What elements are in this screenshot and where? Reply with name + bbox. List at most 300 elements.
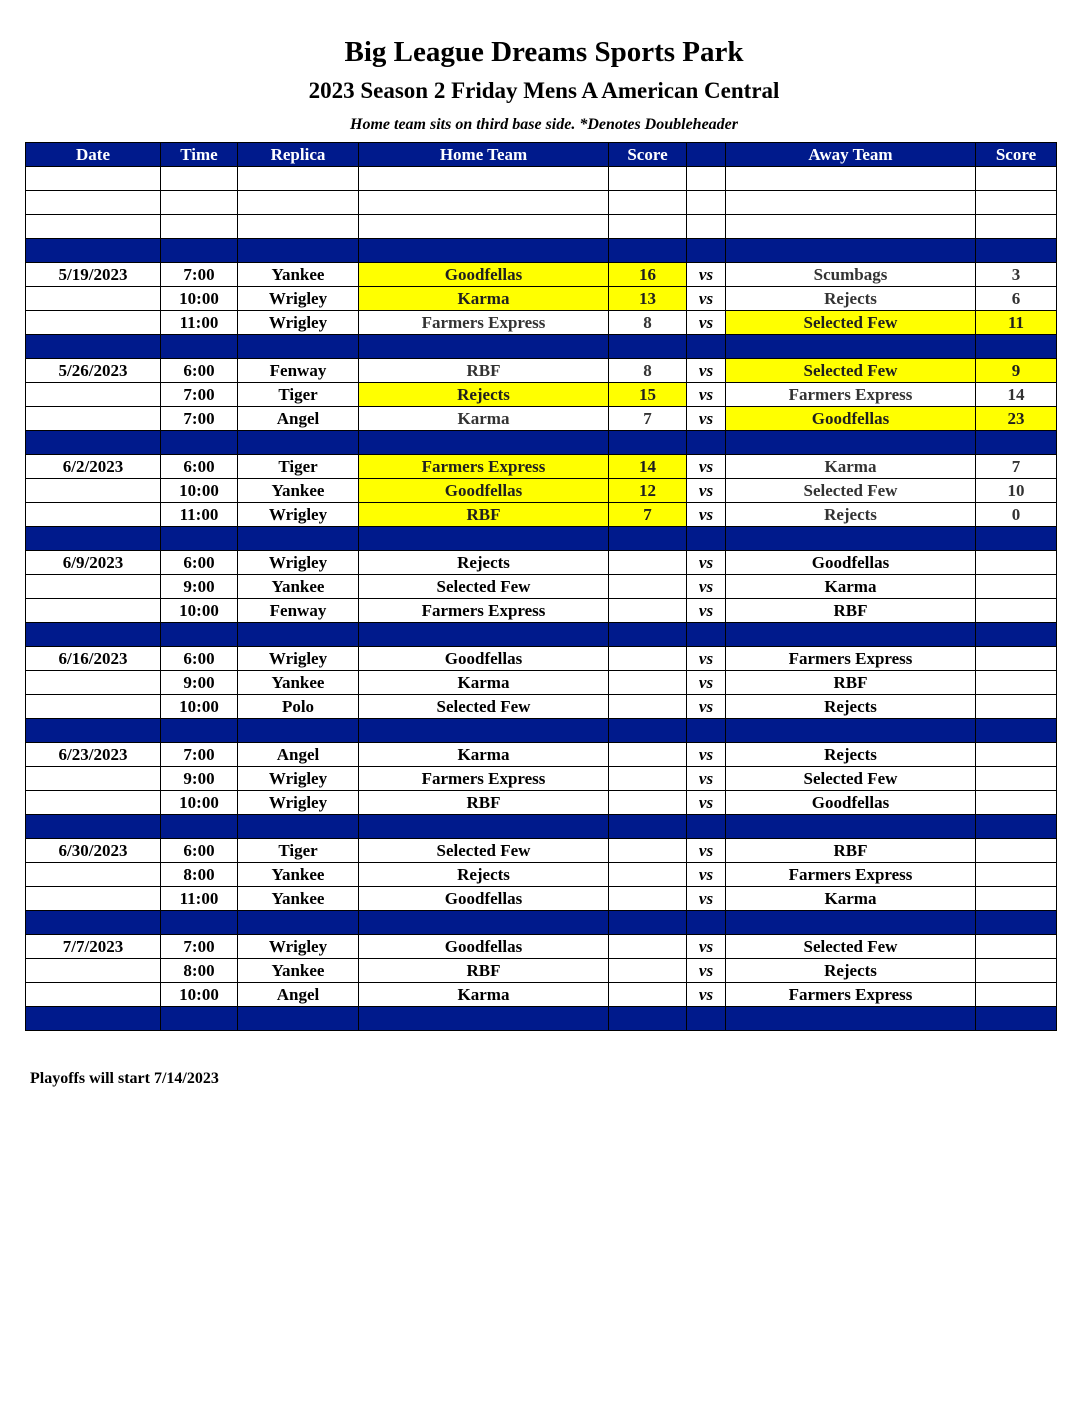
away-score — [976, 695, 1057, 719]
col-header-time: Time — [161, 143, 238, 167]
away-score — [976, 215, 1057, 239]
separator-cell — [609, 431, 687, 455]
separator-cell — [26, 719, 161, 743]
home-team: Rejects — [359, 383, 609, 407]
game-date — [26, 767, 161, 791]
separator-cell — [976, 815, 1057, 839]
week-separator-row — [26, 623, 1057, 647]
away-score — [976, 647, 1057, 671]
away-team: Rejects — [726, 959, 976, 983]
home-team: RBF — [359, 791, 609, 815]
vs-label: vs — [687, 887, 726, 911]
game-time: 9:00 — [161, 671, 238, 695]
field-replica: Yankee — [238, 863, 359, 887]
away-score: 0 — [976, 503, 1057, 527]
separator-cell — [359, 431, 609, 455]
game-date — [26, 503, 161, 527]
away-score — [976, 599, 1057, 623]
away-team: RBF — [726, 671, 976, 695]
field-replica: Fenway — [238, 359, 359, 383]
schedule-body — [26, 167, 1057, 1031]
game-row — [26, 287, 1057, 311]
league-subtitle: 2023 Season 2 Friday Mens A American Central — [308, 78, 780, 103]
separator-cell — [238, 623, 359, 647]
separator-cell — [26, 335, 161, 359]
game-date — [26, 599, 161, 623]
game-time: 6:00 — [161, 359, 238, 383]
field-replica: Tiger — [238, 839, 359, 863]
week-separator-row — [26, 527, 1057, 551]
col-header-home-score: Score — [609, 143, 687, 167]
home-team: Farmers Express — [359, 311, 609, 335]
home-score — [609, 983, 687, 1007]
game-row — [26, 479, 1057, 503]
separator-cell — [687, 623, 726, 647]
home-score — [609, 863, 687, 887]
game-date — [26, 287, 161, 311]
away-team: Farmers Express — [726, 383, 976, 407]
game-time: 10:00 — [161, 983, 238, 1007]
game-time: 9:00 — [161, 575, 238, 599]
separator-cell — [609, 1007, 687, 1031]
game-time: 6:00 — [161, 839, 238, 863]
separator-cell — [609, 527, 687, 551]
separator-cell — [687, 335, 726, 359]
field-replica: Yankee — [238, 671, 359, 695]
separator-cell — [161, 719, 238, 743]
away-score — [976, 959, 1057, 983]
vs-label: vs — [687, 959, 726, 983]
separator-cell — [609, 239, 687, 263]
game-time: 11:00 — [161, 887, 238, 911]
game-time: 10:00 — [161, 791, 238, 815]
home-team: Rejects — [359, 863, 609, 887]
week-separator-row — [26, 239, 1057, 263]
game-row — [26, 359, 1057, 383]
away-team: Selected Few — [726, 311, 976, 335]
home-score: 14 — [609, 455, 687, 479]
col-header-away-team: Away Team — [726, 143, 976, 167]
away-team: Selected Few — [726, 479, 976, 503]
game-time: 7:00 — [161, 935, 238, 959]
home-score — [609, 215, 687, 239]
away-team: Rejects — [726, 287, 976, 311]
away-score: 14 — [976, 383, 1057, 407]
field-replica: Angel — [238, 743, 359, 767]
game-time — [161, 167, 238, 191]
separator-cell — [26, 1007, 161, 1031]
home-score — [609, 791, 687, 815]
game-row — [26, 407, 1057, 431]
vs-label: vs — [687, 983, 726, 1007]
game-date: 6/2/2023 — [26, 455, 161, 479]
game-time: 8:00 — [161, 863, 238, 887]
home-team: RBF — [359, 503, 609, 527]
separator-cell — [238, 719, 359, 743]
vs-label: vs — [687, 791, 726, 815]
vs-label: vs — [687, 551, 726, 575]
field-replica: Wrigley — [238, 791, 359, 815]
separator-cell — [609, 335, 687, 359]
home-score — [609, 767, 687, 791]
game-time: 10:00 — [161, 695, 238, 719]
game-date: 5/19/2023 — [26, 263, 161, 287]
separator-cell — [687, 527, 726, 551]
separator-cell — [238, 335, 359, 359]
away-team: Selected Few — [726, 767, 976, 791]
separator-cell — [976, 527, 1057, 551]
away-team: Rejects — [726, 503, 976, 527]
home-team: Karma — [359, 407, 609, 431]
separator-cell — [238, 911, 359, 935]
separator-cell — [726, 431, 976, 455]
home-team: Goodfellas — [359, 263, 609, 287]
home-score — [609, 599, 687, 623]
field-replica: Yankee — [238, 575, 359, 599]
separator-cell — [726, 1007, 976, 1031]
home-team: Selected Few — [359, 695, 609, 719]
separator-cell — [161, 335, 238, 359]
vs-label: vs — [687, 359, 726, 383]
away-score — [976, 863, 1057, 887]
game-time — [161, 191, 238, 215]
home-team: Selected Few — [359, 575, 609, 599]
col-header-vs — [687, 143, 726, 167]
field-replica: Tiger — [238, 383, 359, 407]
away-score: 10 — [976, 479, 1057, 503]
home-score — [609, 695, 687, 719]
game-time: 7:00 — [161, 263, 238, 287]
vs-label: vs — [687, 383, 726, 407]
game-row — [26, 743, 1057, 767]
home-team: Farmers Express — [359, 455, 609, 479]
col-header-date: Date — [26, 143, 161, 167]
home-score — [609, 839, 687, 863]
home-score — [609, 743, 687, 767]
game-time: 6:00 — [161, 647, 238, 671]
separator-cell — [726, 911, 976, 935]
game-date: 6/9/2023 — [26, 551, 161, 575]
game-date — [26, 407, 161, 431]
separator-cell — [726, 335, 976, 359]
home-score: 12 — [609, 479, 687, 503]
separator-cell — [359, 719, 609, 743]
field-replica: Polo — [238, 695, 359, 719]
separator-cell — [609, 815, 687, 839]
game-row — [26, 191, 1057, 215]
home-team: Farmers Express — [359, 599, 609, 623]
game-date: 6/23/2023 — [26, 743, 161, 767]
away-score — [976, 791, 1057, 815]
game-row — [26, 671, 1057, 695]
game-row — [26, 695, 1057, 719]
separator-cell — [609, 911, 687, 935]
game-time: 10:00 — [161, 599, 238, 623]
home-score — [609, 959, 687, 983]
home-team: Goodfellas — [359, 647, 609, 671]
game-row — [26, 167, 1057, 191]
game-date — [26, 575, 161, 599]
game-date: 6/16/2023 — [26, 647, 161, 671]
away-score — [976, 551, 1057, 575]
home-team — [359, 191, 609, 215]
separator-cell — [161, 527, 238, 551]
separator-cell — [26, 239, 161, 263]
field-replica: Wrigley — [238, 767, 359, 791]
separator-cell — [976, 1007, 1057, 1031]
field-replica: Wrigley — [238, 311, 359, 335]
week-separator-row — [26, 911, 1057, 935]
home-team: Selected Few — [359, 839, 609, 863]
separator-cell — [726, 239, 976, 263]
separator-cell — [609, 623, 687, 647]
home-score — [609, 551, 687, 575]
separator-cell — [976, 719, 1057, 743]
home-score — [609, 191, 687, 215]
home-score — [609, 935, 687, 959]
home-team: Karma — [359, 287, 609, 311]
vs-label: vs — [687, 287, 726, 311]
col-header-home-team: Home Team — [359, 143, 609, 167]
field-replica: Tiger — [238, 455, 359, 479]
away-team — [726, 215, 976, 239]
away-score — [976, 575, 1057, 599]
away-score: 9 — [976, 359, 1057, 383]
game-row — [26, 935, 1057, 959]
vs-label — [687, 167, 726, 191]
away-team: Karma — [726, 455, 976, 479]
away-team: Goodfellas — [726, 791, 976, 815]
game-time: 10:00 — [161, 287, 238, 311]
separator-cell — [359, 623, 609, 647]
separator-cell — [687, 1007, 726, 1031]
game-date: 7/7/2023 — [26, 935, 161, 959]
game-date — [26, 863, 161, 887]
home-team-note: Home team sits on third base side. *Denotes Doubleheader — [350, 116, 738, 133]
away-score: 11 — [976, 311, 1057, 335]
game-date — [26, 959, 161, 983]
vs-label — [687, 215, 726, 239]
home-score — [609, 575, 687, 599]
field-replica: Angel — [238, 407, 359, 431]
vs-label: vs — [687, 311, 726, 335]
vs-label: vs — [687, 647, 726, 671]
game-date: 6/30/2023 — [26, 839, 161, 863]
separator-cell — [161, 431, 238, 455]
separator-cell — [238, 815, 359, 839]
vs-label: vs — [687, 671, 726, 695]
field-replica: Yankee — [238, 887, 359, 911]
separator-cell — [687, 239, 726, 263]
separator-cell — [26, 527, 161, 551]
field-replica: Wrigley — [238, 647, 359, 671]
home-team: Goodfellas — [359, 479, 609, 503]
game-date — [26, 671, 161, 695]
game-row — [26, 551, 1057, 575]
home-team: Rejects — [359, 551, 609, 575]
separator-cell — [687, 719, 726, 743]
week-separator-row — [26, 815, 1057, 839]
home-score: 16 — [609, 263, 687, 287]
home-team: Goodfellas — [359, 935, 609, 959]
home-score: 8 — [609, 311, 687, 335]
game-date — [26, 695, 161, 719]
game-time: 9:00 — [161, 767, 238, 791]
game-row — [26, 959, 1057, 983]
field-replica: Yankee — [238, 959, 359, 983]
home-score — [609, 887, 687, 911]
game-row — [26, 983, 1057, 1007]
away-score — [976, 983, 1057, 1007]
separator-cell — [26, 623, 161, 647]
separator-cell — [238, 1007, 359, 1031]
game-time: 7:00 — [161, 383, 238, 407]
field-replica — [238, 215, 359, 239]
home-team — [359, 167, 609, 191]
field-replica: Angel — [238, 983, 359, 1007]
separator-cell — [726, 527, 976, 551]
week-separator-row — [26, 719, 1057, 743]
field-replica — [238, 191, 359, 215]
header-row — [26, 143, 1057, 167]
away-team: Karma — [726, 575, 976, 599]
game-time: 6:00 — [161, 455, 238, 479]
separator-cell — [726, 719, 976, 743]
home-score: 13 — [609, 287, 687, 311]
game-row — [26, 311, 1057, 335]
vs-label — [687, 191, 726, 215]
separator-cell — [238, 527, 359, 551]
field-replica — [238, 167, 359, 191]
schedule-table — [25, 142, 1057, 1031]
away-score — [976, 935, 1057, 959]
away-team: Farmers Express — [726, 863, 976, 887]
separator-cell — [161, 1007, 238, 1031]
away-team: Scumbags — [726, 263, 976, 287]
away-team: Rejects — [726, 695, 976, 719]
week-separator-row — [26, 1007, 1057, 1031]
game-row — [26, 455, 1057, 479]
away-team: Selected Few — [726, 935, 976, 959]
field-replica: Wrigley — [238, 287, 359, 311]
away-team: Goodfellas — [726, 551, 976, 575]
playoffs-note: Playoffs will start 7/14/2023 — [30, 1070, 219, 1087]
separator-cell — [161, 911, 238, 935]
away-score: 3 — [976, 263, 1057, 287]
game-row — [26, 599, 1057, 623]
home-team: RBF — [359, 959, 609, 983]
game-time: 11:00 — [161, 503, 238, 527]
game-row — [26, 863, 1057, 887]
game-time: 10:00 — [161, 479, 238, 503]
separator-cell — [976, 623, 1057, 647]
home-score — [609, 671, 687, 695]
game-row — [26, 263, 1057, 287]
away-score: 23 — [976, 407, 1057, 431]
vs-label: vs — [687, 263, 726, 287]
home-score: 15 — [609, 383, 687, 407]
separator-cell — [976, 911, 1057, 935]
game-row — [26, 887, 1057, 911]
field-replica: Wrigley — [238, 503, 359, 527]
away-team: Farmers Express — [726, 983, 976, 1007]
game-time — [161, 215, 238, 239]
separator-cell — [359, 911, 609, 935]
separator-cell — [161, 623, 238, 647]
game-time: 11:00 — [161, 311, 238, 335]
game-time: 6:00 — [161, 551, 238, 575]
away-score — [976, 887, 1057, 911]
separator-cell — [238, 431, 359, 455]
separator-cell — [687, 911, 726, 935]
field-replica: Wrigley — [238, 935, 359, 959]
game-time: 7:00 — [161, 743, 238, 767]
game-date — [26, 887, 161, 911]
home-score: 7 — [609, 407, 687, 431]
home-team: Goodfellas — [359, 887, 609, 911]
home-team: Karma — [359, 743, 609, 767]
game-row — [26, 839, 1057, 863]
separator-cell — [976, 431, 1057, 455]
away-score: 7 — [976, 455, 1057, 479]
game-date — [26, 983, 161, 1007]
away-team: Karma — [726, 887, 976, 911]
game-date — [26, 383, 161, 407]
separator-cell — [359, 239, 609, 263]
away-score — [976, 671, 1057, 695]
home-team: RBF — [359, 359, 609, 383]
game-row — [26, 575, 1057, 599]
home-score: 7 — [609, 503, 687, 527]
home-score: 8 — [609, 359, 687, 383]
away-team: Selected Few — [726, 359, 976, 383]
page-title: Big League Dreams Sports Park — [344, 36, 744, 68]
away-team: Goodfellas — [726, 407, 976, 431]
col-header-replica: Replica — [238, 143, 359, 167]
vs-label: vs — [687, 599, 726, 623]
game-date — [26, 479, 161, 503]
home-team: Karma — [359, 671, 609, 695]
separator-cell — [976, 335, 1057, 359]
separator-cell — [26, 815, 161, 839]
away-team: RBF — [726, 599, 976, 623]
game-row — [26, 647, 1057, 671]
vs-label: vs — [687, 407, 726, 431]
separator-cell — [359, 1007, 609, 1031]
away-team — [726, 167, 976, 191]
vs-label: vs — [687, 455, 726, 479]
vs-label: vs — [687, 863, 726, 887]
away-score — [976, 839, 1057, 863]
game-date: 5/26/2023 — [26, 359, 161, 383]
game-date — [26, 311, 161, 335]
col-header-away-score: Score — [976, 143, 1057, 167]
home-team: Farmers Express — [359, 767, 609, 791]
vs-label: vs — [687, 935, 726, 959]
game-row — [26, 383, 1057, 407]
home-team: Karma — [359, 983, 609, 1007]
game-date — [26, 791, 161, 815]
separator-cell — [976, 239, 1057, 263]
separator-cell — [687, 431, 726, 455]
separator-cell — [609, 719, 687, 743]
home-score — [609, 647, 687, 671]
field-replica: Yankee — [238, 479, 359, 503]
separator-cell — [359, 527, 609, 551]
away-score — [976, 767, 1057, 791]
separator-cell — [161, 815, 238, 839]
home-score — [609, 167, 687, 191]
